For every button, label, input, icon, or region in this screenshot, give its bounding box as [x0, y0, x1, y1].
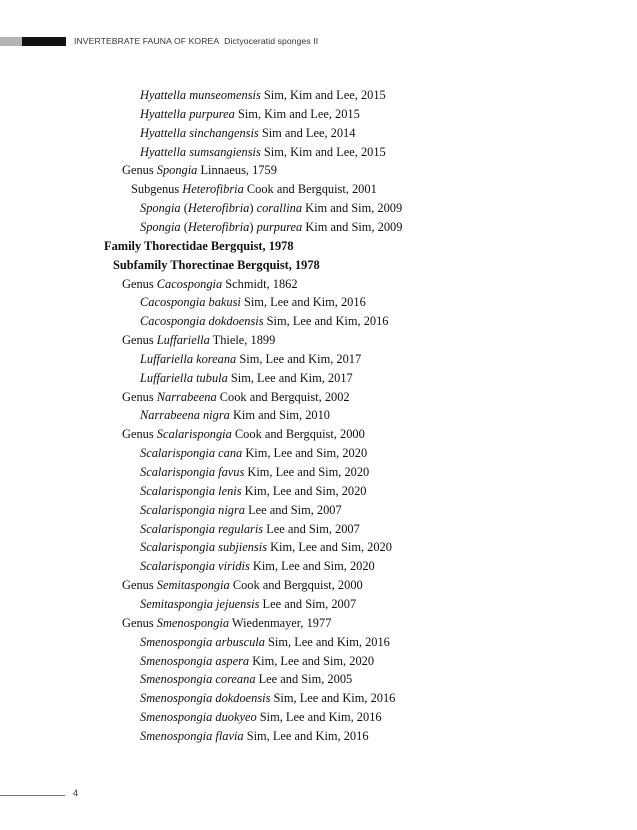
taxon-name: Luffariella tubula [140, 370, 228, 385]
header-volume: Dictyoceratid sponges II [224, 36, 319, 46]
taxon-name: Scalarispongia cana [140, 446, 243, 461]
authority-text: Kim and Sim, 2009 [302, 219, 403, 234]
taxon-name: Hyattella sinchangensis [140, 125, 259, 140]
taxon-name: Scalarispongia nigra [140, 502, 245, 517]
authority-text: Genus [122, 163, 157, 178]
taxon-name: Semitaspongia jejuensis [140, 596, 260, 611]
taxon-name: Smenospongia arbuscula [140, 634, 265, 649]
taxon-name: Heterofibria [187, 219, 250, 234]
list-line-species [140, 106, 360, 122]
list-line-species [140, 464, 369, 480]
authority-text: Genus [122, 578, 157, 593]
taxon-name: Scalarispongia regularis [140, 521, 264, 536]
authority-text: Thiele, 1899 [209, 333, 276, 348]
list-line-species [140, 690, 395, 706]
authority-text: ( [180, 201, 188, 216]
list-line-subgenus [131, 181, 377, 197]
list-line-species [140, 294, 366, 310]
authority-text: Kim and Sim, 2010 [229, 408, 331, 423]
list-line-family [104, 238, 294, 254]
taxon-name: Scalarispongia subjiensis [140, 540, 268, 555]
taxon-name: Narrabeena nigra [140, 408, 230, 423]
list-line-species [140, 125, 355, 141]
list-line-species [140, 539, 392, 555]
list-line-species [140, 634, 390, 650]
authority-text: ) [249, 219, 257, 234]
list-line-subfamily [113, 257, 320, 273]
list-line-species [140, 483, 366, 499]
authority-text: Schmidt, 1862 [222, 276, 298, 291]
taxon-name: Scalarispongia viridis [140, 559, 250, 574]
header-series: INVERTEBRATE FAUNA OF KOREA [74, 36, 220, 46]
taxon-name: Narrabeena [156, 389, 217, 404]
authority-text: Genus [122, 276, 157, 291]
authority-text: ) [249, 201, 257, 216]
list-line-species [140, 558, 375, 574]
taxon-name: Cacospongia bakusi [140, 295, 241, 310]
authority-text: Cook and Bergquist, 2002 [216, 389, 350, 404]
taxon-name: Spongia [140, 201, 181, 216]
authority-text: Sim, Lee and Kim, 2017 [227, 370, 353, 385]
list-line-species [140, 521, 360, 537]
list-line-genus [122, 577, 363, 593]
taxon-name: Semitaspongia [156, 578, 230, 593]
authority-text: Lee and Sim, 2005 [255, 672, 353, 687]
taxon-name: Spongia [156, 163, 198, 178]
authority-text: Sim, Lee and Kim, 2016 [264, 634, 390, 649]
authority-text: Sim, Lee and Kim, 2016 [240, 295, 366, 310]
list-line-species [140, 502, 342, 518]
authority-text: Wiedenmayer, 1977 [229, 615, 332, 630]
list-line-genus [122, 276, 298, 292]
authority-text: Kim, Lee and Sim, 2020 [242, 446, 368, 461]
header-bar-dark [22, 37, 66, 46]
taxon-name: Scalarispongia favus [140, 465, 245, 479]
authority-text: Kim, Lee and Sim, 2020 [249, 559, 375, 574]
taxon-name: Smenospongia flavia [140, 728, 244, 743]
footer-rule [0, 795, 65, 796]
authority-text: Sim, Kim and Lee, 2015 [260, 144, 386, 159]
authority-text: Sim, Kim and Lee, 2015 [234, 106, 360, 121]
authority-text: Sim, Lee and Kim, 2016 [263, 314, 389, 329]
header-bar-light [0, 37, 22, 46]
authority-text: Cook and Bergquist, 2000 [231, 427, 365, 442]
taxon-name: Cacospongia dokdoensis [140, 314, 264, 329]
taxon-name: Hyattella munseomensis [140, 88, 261, 102]
authority-text: Linnaeus, 1759 [197, 163, 277, 178]
taxon-name: purpurea [256, 219, 303, 234]
taxon-name: Spongia [140, 219, 181, 234]
authority-text: Lee and Sim, 2007 [244, 502, 342, 517]
taxon-name: Cacospongia [156, 276, 223, 291]
taxon-name: Scalarispongia lenis [140, 483, 242, 498]
authority-text: Genus [122, 389, 157, 404]
authority-text: Lee and Sim, 2007 [259, 596, 357, 611]
list-line-genus [122, 332, 275, 348]
list-line-species [140, 200, 402, 216]
list-line-genus [122, 389, 350, 405]
taxon-name: Smenospongia coreana [140, 672, 256, 687]
list-line-species [140, 313, 389, 329]
authority-text: Sim, Lee and Kim, 2016 [256, 710, 382, 725]
authority-text: Cook and Bergquist, 2000 [229, 578, 363, 593]
list-line-genus [122, 426, 365, 442]
taxon-name: Heterofibria [187, 201, 250, 216]
list-line-species [140, 653, 374, 669]
authority-text: Sim, Lee and Kim, 2017 [236, 351, 362, 366]
authority-text: Family Thorectidae Bergquist, 1978 [104, 238, 294, 253]
taxon-name: Heterofibria [182, 182, 244, 197]
authority-text: ( [180, 219, 188, 234]
taxon-name: Smenospongia aspera [140, 653, 250, 668]
taxon-name: Smenospongia dokdoensis [140, 691, 271, 706]
authority-text: Sim, Lee and Kim, 2016 [243, 728, 369, 743]
list-line-species [140, 728, 369, 744]
list-line-species [140, 144, 386, 160]
authority-text: Subfamily Thorectinae Bergquist, 1978 [113, 257, 320, 272]
authority-text: Sim, Kim and Lee, 2015 [260, 88, 386, 102]
page-number: 4 [73, 788, 79, 798]
list-line-species [140, 407, 330, 423]
taxon-name: Luffariella koreana [140, 351, 237, 366]
authority-text: Genus [122, 333, 157, 348]
taxon-name: Hyattella sumsangiensis [140, 144, 261, 159]
authority-text: Genus [122, 427, 157, 442]
authority-text: Subgenus [131, 182, 183, 197]
list-line-species [140, 351, 361, 367]
authority-text: Kim, Lee and Sim, 2020 [241, 483, 367, 498]
taxon-name: Hyattella purpurea [140, 106, 235, 121]
taxon-name: Scalarispongia [156, 427, 232, 442]
list-line-genus [122, 615, 331, 631]
list-line-species [140, 445, 367, 461]
authority-text: Sim, Lee and Kim, 2016 [270, 691, 396, 706]
list-line-species [140, 671, 352, 687]
taxon-name: Smenospongia [156, 615, 230, 630]
taxon-name: Smenospongia duokyeo [140, 710, 257, 725]
running-header [0, 37, 637, 47]
list-line-species [140, 709, 382, 725]
list-line-species [140, 596, 356, 612]
authority-text: Kim and Sim, 2009 [302, 201, 403, 216]
authority-text: Lee and Sim, 2007 [263, 521, 360, 536]
list-line-species [140, 370, 353, 386]
list-line-species [140, 219, 402, 235]
taxon-name: Luffariella [156, 333, 210, 348]
header-text [74, 36, 318, 46]
authority-text: Kim, Lee and Sim, 2020 [244, 465, 370, 479]
list-line-species [140, 87, 386, 103]
authority-text: Kim, Lee and Sim, 2020 [249, 653, 375, 668]
authority-text: Genus [122, 615, 157, 630]
authority-text: Kim, Lee and Sim, 2020 [267, 540, 392, 555]
authority-text: Sim and Lee, 2014 [258, 125, 356, 140]
authority-text: Cook and Bergquist, 2001 [243, 182, 377, 197]
taxon-name: corallina [256, 201, 303, 216]
list-line-genus [122, 162, 277, 178]
